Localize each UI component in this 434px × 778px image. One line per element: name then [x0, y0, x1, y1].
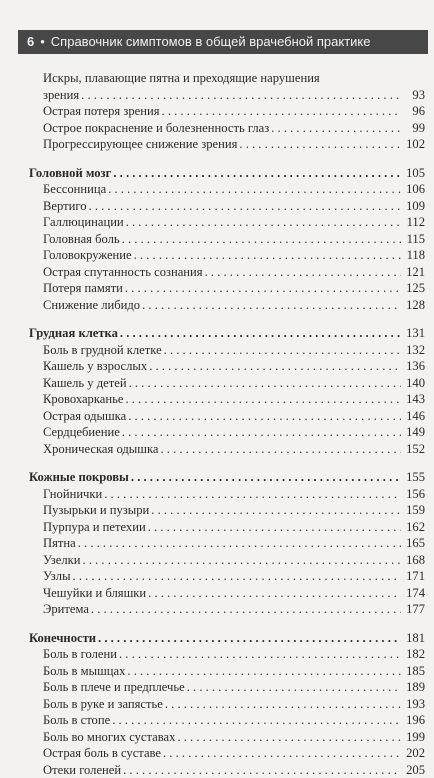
toc-entry-page: 193: [403, 696, 425, 713]
toc-entry-page: 115: [403, 231, 425, 248]
leader-dots: [187, 679, 401, 696]
toc-entry-page: 121: [403, 264, 425, 281]
leader-dots: [129, 375, 401, 392]
toc-entry-page: 140: [403, 375, 425, 392]
toc-entry[interactable]: [29, 568, 425, 585]
leader-dots: [151, 502, 401, 519]
toc-entry-page: 125: [403, 280, 425, 297]
toc-entry-page: 156: [403, 486, 425, 503]
toc-entry-title: Хроническая одышка: [43, 441, 158, 458]
leader-dots: [123, 762, 401, 778]
leader-dots: [112, 712, 401, 729]
leader-dots: [177, 729, 401, 746]
toc-entry-title: Боль во многих суставах: [43, 729, 175, 746]
toc-entry-page: 189: [403, 679, 425, 696]
toc-entry-title: Боль в руке и запястье: [43, 696, 163, 713]
toc-entry-page: 96: [403, 103, 425, 120]
toc-entry-title: Кровохарканье: [43, 391, 123, 408]
toc-entry[interactable]: [29, 358, 425, 375]
leader-dots: [160, 441, 401, 458]
toc-entry[interactable]: [29, 519, 425, 536]
toc-entry[interactable]: [29, 585, 425, 602]
section-page: 131: [403, 325, 425, 342]
toc-entry-page: 205: [403, 762, 425, 778]
toc-entry-page: 93: [403, 87, 425, 104]
leader-dots: [163, 745, 401, 762]
toc-entry-page: 112: [403, 214, 425, 231]
toc-entry-title: Эритема: [43, 601, 89, 618]
toc-entry[interactable]: [29, 120, 425, 137]
leader-dots: [164, 342, 401, 359]
toc-entry[interactable]: [29, 375, 425, 392]
toc-entry[interactable]: [29, 247, 425, 264]
leader-dots: [122, 424, 401, 441]
toc-entry-page: 99: [403, 120, 425, 137]
book-title: Справочник симптомов в общей врачебной практике: [51, 34, 371, 49]
leader-dots: [205, 264, 401, 281]
toc-entry[interactable]: [29, 297, 425, 314]
toc-entry-page: 132: [403, 342, 425, 359]
leader-dots: [89, 198, 401, 215]
toc-entry-page: 159: [403, 502, 425, 519]
toc-entry-page: 136: [403, 358, 425, 375]
toc-entry[interactable]: [29, 70, 425, 87]
toc-entry-page: 102: [403, 136, 425, 153]
toc-entry[interactable]: [29, 280, 425, 297]
toc-entry-page: 168: [403, 552, 425, 569]
toc-entry-page: 185: [403, 663, 425, 680]
leader-dots: [134, 247, 401, 264]
toc-entry[interactable]: [29, 181, 425, 198]
table-of-contents: [29, 70, 425, 778]
toc-entry-page: 152: [403, 441, 425, 458]
toc-entry-title: Пурпура и петехии: [43, 519, 146, 536]
header-bullet: •: [40, 34, 45, 49]
section-title: Конечности: [29, 630, 96, 647]
toc-entry-title: Снижение либидо: [43, 297, 140, 314]
toc-entry-page: 171: [403, 568, 425, 585]
toc-entry-page: 149: [403, 424, 425, 441]
toc-entry-page: 143: [403, 391, 425, 408]
leader-dots: [162, 103, 401, 120]
toc-entry-page: 109: [403, 198, 425, 215]
toc-entry-page: 202: [403, 745, 425, 762]
toc-entry-title: Острая боль в суставе: [43, 745, 161, 762]
toc-entry-page: 174: [403, 585, 425, 602]
toc-entry-title: Пузырьки и пузыри: [43, 502, 149, 519]
toc-entry[interactable]: [29, 646, 425, 663]
toc-entry-title: Потеря памяти: [43, 280, 123, 297]
toc-entry[interactable]: [29, 408, 425, 425]
toc-entry-title: Чешуйки и бляшки: [43, 585, 146, 602]
toc-section-heading[interactable]: [29, 325, 425, 342]
leader-dots: [148, 585, 401, 602]
toc-entry-title: Боль в мышцах: [43, 663, 125, 680]
toc-entry-title: Головная боль: [43, 231, 120, 248]
section-title: Грудная клетка: [29, 325, 118, 342]
leader-dots: [108, 181, 401, 198]
leader-dots: [120, 325, 401, 342]
running-header: [18, 30, 428, 54]
leader-dots: [91, 601, 401, 618]
toc-entry-title: Боль в голени: [43, 646, 117, 663]
toc-entry-page: 146: [403, 408, 425, 425]
toc-entry[interactable]: [29, 745, 425, 762]
toc-section-heading[interactable]: [29, 469, 425, 486]
toc-entry-title: Искры, плавающие пятна и преходящие нарушения: [43, 71, 320, 85]
leader-dots: [122, 231, 401, 248]
toc-entry-title: Острая потеря зрения: [43, 103, 160, 120]
toc-entry-title: Кашель у детей: [43, 375, 127, 392]
toc-entry[interactable]: [29, 679, 425, 696]
toc-entry-page: 118: [403, 247, 425, 264]
toc-entry-title: Вертиго: [43, 198, 87, 215]
toc-section-heading[interactable]: [29, 165, 425, 182]
toc-entry-page: 177: [403, 601, 425, 618]
toc-entry[interactable]: [29, 729, 425, 746]
toc-entry-title: Боль в стопе: [43, 712, 110, 729]
leader-dots: [128, 408, 401, 425]
leader-dots: [131, 469, 401, 486]
toc-entry[interactable]: [29, 535, 425, 552]
toc-entry[interactable]: [29, 198, 425, 215]
toc-entry[interactable]: [29, 264, 425, 281]
toc-entry-continuation[interactable]: [29, 87, 425, 104]
toc-entry-page: 128: [403, 297, 425, 314]
toc-entry-page: 196: [403, 712, 425, 729]
toc-entry[interactable]: [29, 342, 425, 359]
toc-entry[interactable]: [29, 712, 425, 729]
toc-entry[interactable]: [29, 214, 425, 231]
leader-dots: [125, 391, 401, 408]
leader-dots: [127, 663, 401, 680]
toc-entry-title: Острая одышка: [43, 408, 126, 425]
toc-entry[interactable]: [29, 424, 425, 441]
toc-entry-title: Острое покраснение и болезненность глаз: [43, 120, 269, 137]
toc-entry-page: 106: [403, 181, 425, 198]
leader-dots: [142, 297, 401, 314]
leader-dots: [239, 136, 401, 153]
leader-dots: [78, 535, 401, 552]
toc-entry[interactable]: [29, 502, 425, 519]
toc-entry-title: Узелки: [43, 552, 81, 569]
toc-entry-title: Галлюцинации: [43, 214, 124, 231]
toc-section-heading[interactable]: [29, 630, 425, 647]
toc-entry-title: Головокружение: [43, 247, 132, 264]
leader-dots: [73, 568, 401, 585]
toc-entry-title: Бессонница: [43, 181, 106, 198]
section-page: 105: [403, 165, 425, 182]
section-page: 155: [403, 469, 425, 486]
leader-dots: [81, 87, 401, 104]
toc-entry[interactable]: [29, 552, 425, 569]
toc-entry[interactable]: [29, 663, 425, 680]
toc-entry-title: зрения: [43, 87, 79, 104]
leader-dots: [98, 630, 401, 647]
toc-entry[interactable]: [29, 696, 425, 713]
toc-entry-page: 162: [403, 519, 425, 536]
leader-dots: [83, 552, 401, 569]
leader-dots: [126, 214, 401, 231]
section-title: Головной мозг: [29, 165, 111, 182]
toc-entry[interactable]: [29, 103, 425, 120]
page-number: 6: [27, 34, 34, 49]
leader-dots: [271, 120, 401, 137]
toc-entry-title: Отеки голеней: [43, 762, 121, 778]
toc-entry-title: Боль в плече и предплечье: [43, 679, 185, 696]
toc-entry-title: Узлы: [43, 568, 71, 585]
leader-dots: [125, 280, 401, 297]
toc-entry[interactable]: [29, 601, 425, 618]
section-page: 181: [403, 630, 425, 647]
toc-entry-page: 165: [403, 535, 425, 552]
leader-dots: [104, 486, 401, 503]
toc-entry[interactable]: [29, 231, 425, 248]
leader-dots: [165, 696, 401, 713]
toc-entry-title: Острая спутанность сознания: [43, 264, 203, 281]
toc-entry[interactable]: [29, 391, 425, 408]
toc-entry-title: Прогрессирующее снижение зрения: [43, 136, 237, 153]
toc-entry-title: Пятна: [43, 535, 76, 552]
toc-entry[interactable]: [29, 441, 425, 458]
leader-dots: [148, 519, 401, 536]
leader-dots: [113, 165, 401, 182]
toc-entry-page: 199: [403, 729, 425, 746]
section-title: Кожные покровы: [29, 469, 129, 486]
toc-entry-title: Боль в грудной клетке: [43, 342, 162, 359]
toc-entry-title: Сердцебиение: [43, 424, 120, 441]
toc-entry[interactable]: [29, 136, 425, 153]
leader-dots: [149, 358, 401, 375]
leader-dots: [119, 646, 401, 663]
toc-entry[interactable]: [29, 762, 425, 778]
toc-entry-title: Гнойнички: [43, 486, 102, 503]
toc-entry-title: Кашель у взрослых: [43, 358, 147, 375]
toc-entry-page: 182: [403, 646, 425, 663]
toc-entry[interactable]: [29, 486, 425, 503]
